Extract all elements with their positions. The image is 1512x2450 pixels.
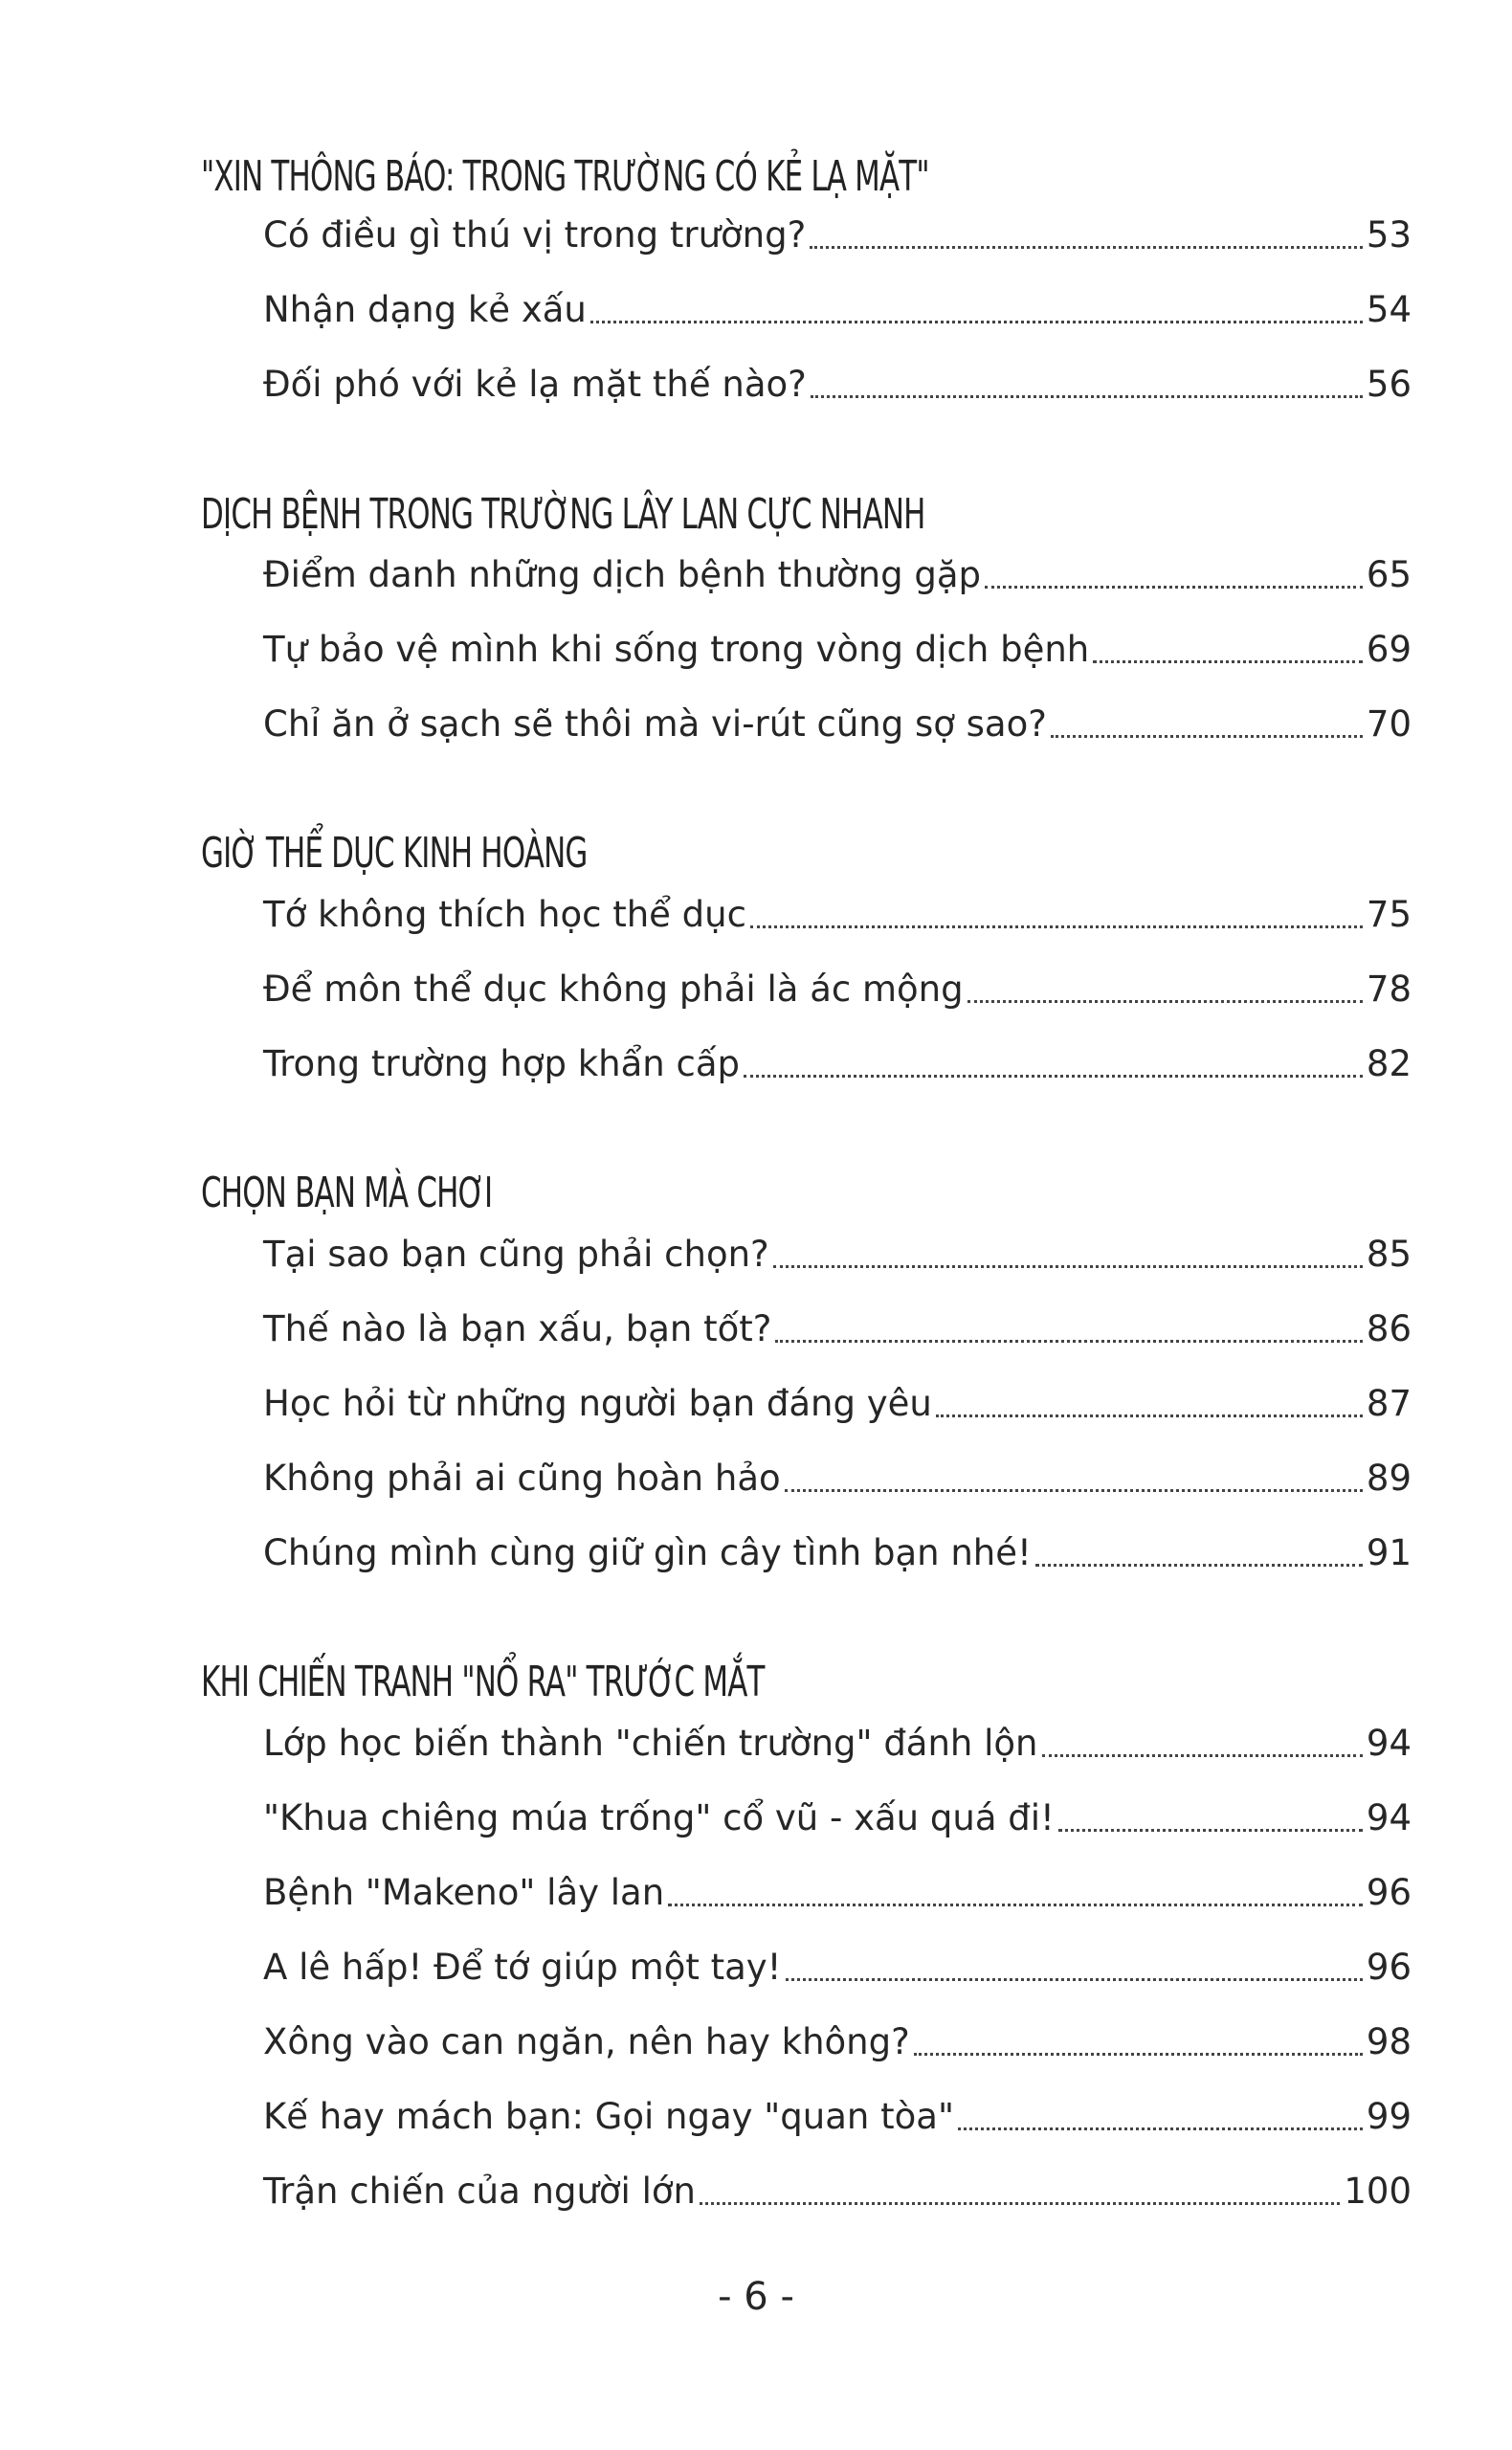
entry-page-number: 96 — [1366, 1947, 1412, 1988]
toc-entry — [263, 541, 1412, 598]
entry-page-number: 85 — [1366, 1234, 1412, 1275]
dot-leader — [700, 2201, 1340, 2205]
entry-label: Lớp học biến thành "chiến trường" đánh lộn — [263, 1723, 1038, 1764]
toc-entry — [263, 1444, 1412, 1502]
entry-page-number: 99 — [1366, 2096, 1412, 2137]
dot-leader — [914, 2052, 1363, 2056]
entry-page-number: 70 — [1366, 703, 1412, 745]
entry-page-number: 91 — [1366, 1532, 1412, 1573]
toc-entry — [263, 955, 1412, 1013]
entry-label: Tại sao bạn cũng phải chọn? — [263, 1234, 769, 1275]
entry-page-number: 65 — [1366, 554, 1412, 595]
dot-leader — [1035, 1563, 1363, 1567]
dot-leader — [668, 1903, 1363, 1906]
entry-page-number: 89 — [1366, 1458, 1412, 1499]
dot-leader — [590, 320, 1363, 323]
dot-leader — [985, 585, 1363, 589]
section-title: "XIN THÔNG BÁO: TRONG TRƯỜNG CÓ KẺ LẠ MẶT" — [201, 152, 929, 201]
toc-entry — [263, 880, 1412, 938]
entry-label: Học hỏi từ những người bạn đáng yêu — [263, 1383, 932, 1424]
entry-page-number: 78 — [1366, 969, 1412, 1010]
dot-leader — [750, 924, 1363, 928]
dot-leader — [1093, 659, 1363, 663]
toc-entry — [263, 2008, 1412, 2065]
entry-page-number: 94 — [1366, 1797, 1412, 1838]
dot-leader — [811, 394, 1363, 398]
section-title: KHI CHIẾN TRANH "NỔ RA" TRƯỚC MẮT — [201, 1658, 765, 1706]
toc-entry — [263, 690, 1412, 747]
dot-leader — [810, 245, 1363, 249]
entry-label: "Khua chiêng múa trống" cổ vũ - xấu quá đi! — [263, 1797, 1055, 1838]
dot-leader — [1051, 734, 1363, 738]
entry-label: Chỉ ăn ở sạch sẽ thôi mà vi-rút cũng sợ sao? — [263, 703, 1047, 745]
entry-label: Thế nào là bạn xấu, bạn tốt? — [263, 1308, 772, 1349]
entry-label: Không phải ai cũng hoàn hảo — [263, 1458, 781, 1499]
entry-page-number: 75 — [1366, 894, 1412, 935]
entry-label: Kế hay mách bạn: Gọi ngay "quan tòa" — [263, 2096, 954, 2137]
toc-entry — [263, 1709, 1412, 1767]
entry-page-number: 53 — [1366, 214, 1412, 256]
entry-label: Điểm danh những dịch bệnh thường gặp — [263, 554, 982, 595]
toc-entry — [263, 1519, 1412, 1576]
entry-label: Chúng mình cùng giữ gìn cây tình bạn nhé! — [263, 1532, 1032, 1573]
entry-page-number: 87 — [1366, 1383, 1412, 1424]
entry-label: Tớ không thích học thể dục — [263, 894, 746, 935]
entry-label: Nhận dạng kẻ xấu — [263, 289, 587, 330]
entry-label: Trận chiến của người lớn — [263, 2171, 696, 2212]
entry-page-number: 100 — [1344, 2171, 1412, 2212]
dot-leader — [1058, 1828, 1363, 1832]
dot-leader — [958, 2127, 1363, 2130]
section-title: CHỌN BẠN MÀ CHƠI — [201, 1169, 493, 1217]
dot-leader — [967, 999, 1363, 1003]
toc-entry — [263, 1859, 1412, 1916]
dot-leader — [785, 1488, 1363, 1492]
toc-entry — [263, 2157, 1412, 2215]
entry-label: Tự bảo vệ mình khi sống trong vòng dịch bệnh — [263, 629, 1090, 670]
dot-leader — [786, 1977, 1363, 1981]
dot-leader — [936, 1414, 1363, 1417]
entry-page-number: 96 — [1366, 1872, 1412, 1913]
entry-page-number: 56 — [1366, 364, 1412, 405]
dot-leader — [775, 1339, 1363, 1343]
dot-leader — [744, 1074, 1363, 1078]
entry-label: Bệnh "Makeno" lây lan — [263, 1872, 665, 1913]
entry-page-number: 86 — [1366, 1308, 1412, 1349]
toc-entry — [263, 2082, 1412, 2140]
toc-entry — [263, 350, 1412, 408]
toc-entry — [263, 276, 1412, 333]
dot-leader — [773, 1264, 1363, 1268]
dot-leader — [1042, 1753, 1363, 1757]
entry-label: Xông vào can ngăn, nên hay không? — [263, 2021, 910, 2062]
page-number: - 6 - — [718, 2275, 794, 2319]
toc-entry — [263, 1295, 1412, 1352]
entry-page-number: 69 — [1366, 629, 1412, 670]
entry-label: Có điều gì thú vị trong trường? — [263, 214, 807, 256]
entry-label: Đối phó với kẻ lạ mặt thế nào? — [263, 364, 807, 405]
toc-entry — [263, 201, 1412, 258]
entry-page-number: 94 — [1366, 1723, 1412, 1764]
entry-label: Để môn thể dục không phải là ác mộng — [263, 969, 964, 1010]
entry-page-number: 54 — [1366, 289, 1412, 330]
toc-entry — [263, 1370, 1412, 1427]
entry-label: A lê hấp! Để tớ giúp một tay! — [263, 1947, 782, 1988]
toc-entry — [263, 1030, 1412, 1087]
toc-entry — [263, 1784, 1412, 1841]
section-title: GIỜ THỂ DỤC KINH HOÀNG — [201, 829, 588, 878]
entry-page-number: 82 — [1366, 1043, 1412, 1084]
toc-entry — [263, 1220, 1412, 1278]
section-title: DỊCH BỆNH TRONG TRƯỜNG LÂY LAN CỰC NHANH — [201, 490, 925, 539]
toc-entry — [263, 1933, 1412, 1991]
entry-page-number: 98 — [1366, 2021, 1412, 2062]
toc-entry — [263, 615, 1412, 673]
entry-label: Trong trường hợp khẩn cấp — [263, 1043, 741, 1084]
